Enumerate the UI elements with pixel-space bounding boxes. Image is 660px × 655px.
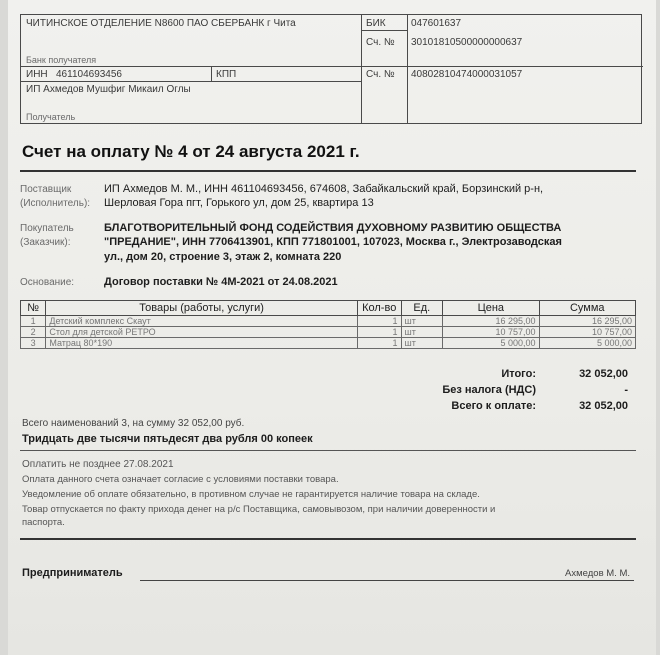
recipient-label: Получатель [26, 112, 76, 122]
supplier-label-2: (Исполнитель): [20, 198, 91, 209]
kpp-label: КПП [216, 69, 237, 80]
recipient-name: ИП Ахмедов Мушфиг Микаил Оглы [26, 84, 191, 95]
total-label: Всего к оплате: [451, 400, 536, 412]
col-price: Цена [443, 301, 539, 316]
col-number: № [21, 301, 46, 316]
note-shipping: Товар отпускается по факту прихода денег на р/с Поставщика, самовывозом, при наличии доверенности и [22, 504, 496, 515]
row-name: Детский комплекс Скаут [46, 316, 358, 327]
total-value: 32 052,00 [579, 400, 628, 412]
basis-label: Основание: [20, 277, 75, 288]
bank-label: Банк получателя [26, 55, 97, 65]
row-qty: 1 [357, 316, 401, 327]
table-row [21, 316, 636, 327]
row-number: 2 [21, 327, 46, 338]
row-sum: 5 000,00 [539, 338, 635, 349]
signature-name: Ахмедов М. М. [565, 568, 630, 579]
page-title: Счет на оплату № 4 от 24 августа 2021 г. [22, 142, 360, 161]
bank-name: ЧИТИНСКОЕ ОТДЕЛЕНИЕ N8600 ПАО СБЕРБАНК г Чита [26, 18, 296, 29]
inn-label: ИНН [26, 69, 48, 80]
row-number: 3 [21, 338, 46, 349]
col-unit: Ед. [401, 301, 443, 316]
table-row [21, 338, 636, 349]
buyer-label: Покупатель [20, 223, 74, 234]
items-table [20, 300, 636, 349]
col-qty: Кол-во [357, 301, 401, 316]
signature-role: Предприниматель [22, 567, 123, 579]
subtotal-label: Итого: [501, 368, 536, 380]
note-passport: паспорта. [22, 517, 65, 528]
col-goods: Товары (работы, услуги) [46, 301, 358, 316]
bik-label: БИК [366, 18, 386, 29]
supplier-label: Поставщик [20, 184, 72, 195]
basis-value: Договор поставки № 4М-2021 от 24.08.2021 [104, 276, 338, 288]
buyer-line-3: ул., дом 20, строение 3, этаж 2, комната 220 [104, 251, 342, 263]
row-price: 5 000,00 [443, 338, 539, 349]
amount-in-words: Тридцать две тысячи пятьдесят два рубля 00 копеек [22, 433, 313, 445]
vat-value: - [624, 384, 628, 396]
row-unit: шт [401, 327, 443, 338]
title-divider [20, 170, 636, 172]
row-name: Матрац 80*190 [46, 338, 358, 349]
row-unit: шт [401, 338, 443, 349]
notes-divider [20, 538, 636, 540]
note-notification: Уведомление об оплате обязательно, в противном случае не гарантируется наличие товара на складе. [22, 489, 480, 500]
bank-details-table [20, 14, 642, 124]
buyer-line-1: БЛАГОТВОРИТЕЛЬНЫЙ ФОНД СОДЕЙСТВИЯ ДУХОВНОМУ РАЗВИТИЮ ОБЩЕСТВА [104, 222, 562, 234]
corr-account-value: 30101810500000000637 [411, 37, 523, 48]
signature-line [140, 580, 634, 581]
row-sum: 16 295,00 [539, 316, 635, 327]
note-consent: Оплата данного счета означает согласие с условиями поставки товара. [22, 474, 339, 485]
table-row [21, 327, 636, 338]
buyer-label-2: (Заказчик): [20, 237, 71, 248]
row-price: 10 757,00 [443, 327, 539, 338]
summary-divider [20, 450, 636, 451]
note-due-date: Оплатить не позднее 27.08.2021 [22, 459, 174, 470]
col-sum: Сумма [539, 301, 635, 316]
vat-label: Без налога (НДС) [442, 384, 536, 396]
row-name: Стол для детской РЕТРО [46, 327, 358, 338]
bik-value: 047601637 [411, 18, 462, 29]
subtotal-value: 32 052,00 [579, 368, 628, 380]
row-sum: 10 757,00 [539, 327, 635, 338]
items-count-summary: Всего наименований 3, на сумму 32 052,00 руб. [22, 418, 245, 429]
buyer-line-2: "ПРЕДАНИЕ", ИНН 7706413901, КПП 771801001, 107023, Москва г., Электрозаводская [104, 236, 562, 248]
account-label: Сч. № [366, 69, 395, 80]
supplier-line-1: ИП Ахмедов М. М., ИНН 461104693456, 674608, Забайкальский край, Борзинский р-н, [104, 183, 544, 195]
account-value: 40802810474000031057 [411, 69, 523, 80]
row-price: 16 295,00 [443, 316, 539, 327]
supplier-line-2: Шерловая Гора пгт, Горького ул, дом 25, квартира 13 [104, 197, 374, 209]
row-unit: шт [401, 316, 443, 327]
corr-account-label: Сч. № [366, 37, 395, 48]
row-qty: 1 [357, 327, 401, 338]
invoice-document [8, 0, 656, 655]
inn-value: 461104693456 [56, 69, 122, 80]
items-table-header [21, 301, 636, 316]
row-qty: 1 [357, 338, 401, 349]
row-number: 1 [21, 316, 46, 327]
